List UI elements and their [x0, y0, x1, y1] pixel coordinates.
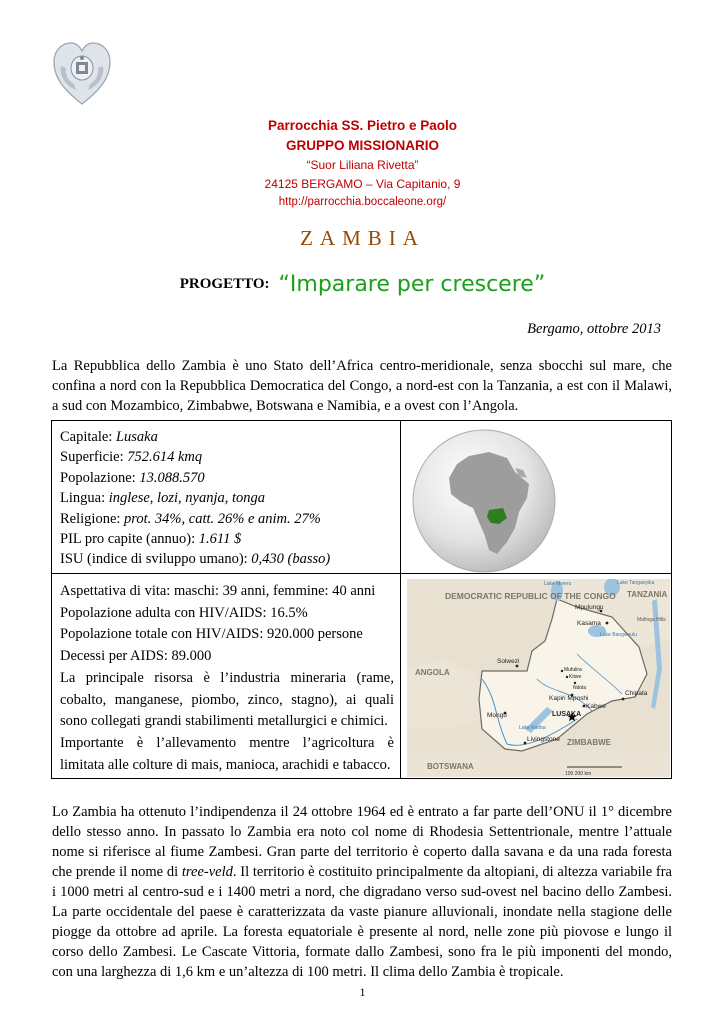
map-scale-label: 100 200 km: [565, 771, 592, 777]
page-number: 1: [359, 985, 366, 999]
fact-row: Lingua: inglese, lozi, nyanja, tonga: [60, 490, 265, 507]
map-city-mufulira: Mufulira: [564, 667, 582, 673]
group-dedication: “Suor Liliana Rivetta”: [306, 158, 419, 172]
table-divider-vertical: [400, 421, 401, 778]
stat-line: Aspettativa di vita: maschi: 39 anni, femmine: 40 anni: [60, 583, 376, 599]
table-divider-horizontal: [52, 573, 671, 574]
project-line: [0, 272, 725, 297]
parish-name: Parrocchia SS. Pietro e Paolo: [267, 118, 458, 133]
date-line: Bergamo, ottobre 2013: [527, 321, 661, 337]
fact-row: ISU (indice di sviluppo umano): 0,430 (basso): [60, 551, 331, 568]
map-city-kitwe: Kitwe: [569, 674, 582, 680]
fact-row: Religione: prot. 34%, catt. 26% e anim. 27%: [60, 510, 321, 527]
fact-row: Superficie: 752.614 kmq: [60, 449, 203, 466]
project-title: “Imparare per crescere”: [278, 272, 546, 297]
fact-list: [60, 427, 394, 570]
map-city-ndola: Ndola: [573, 685, 587, 691]
intro-paragraph: La Repubblica dello Zambia è uno Stato dell’Africa centro-meridionale, senza sbocchi sul mare, che confina a nord con la Repubblica Democratica del Congo, a nord-est con la Tanzania, a est con il Malawi, a sud con Mozambico, Zimbabwe, Botswana e Namibia, e a ovest con l’Angola.: [52, 358, 672, 414]
map-city-kapiri: Kapiri Mposhi: [549, 695, 589, 702]
map-label-drc: DEMOCRATIC REPUBLIC OF THE CONGO: [445, 591, 616, 601]
fact-row: Popolazione: 13.088.570: [60, 469, 205, 486]
map-label-hills: Mafinga Hills: [637, 617, 666, 623]
map-label-lake-mweru: Lake Mweru: [544, 581, 572, 587]
history-paragraph: Lo Zambia ha ottenuto l’indipendenza il 24 ottobre 1964 ed è entrato a far parte dell’ONU il 1° dicembre dello stesso anno. In passato lo Zambia era noto col nome di Rhodesia Settentrionale, mentre l’attuale nome si riferisce al fiume Zambesi. Gran parte del territorio è coperto dalla savana e da una rada foresta che prende il nome di tree-veld. Il territorio è costituito principalmente da altopiani, di altezza variabile fra i 1000 metri al centro-sud e i 1400 metri a nord, che digradano verso sud-ovest nel bacino dello Zambesi. La parte occidentale del paese è caratterizzata da vaste pianure alluvionali, inondate nella stagione delle piogge da ottobre ad aprile. La foresta equatoriale è presente al nord, nelle zone più piovose e lungo il corso dello Zambesi. Le Cascate Vittoria, formate dallo Zambesi, sono fra le più imponenti del mondo, con una larghezza di 1,6 km e un’altezza di 100 metri. Il clima dello Zambia è tropicale.: [52, 804, 672, 980]
globe-locator-map: [411, 428, 557, 574]
address: 24125 BERGAMO – Via Capitanio, 9: [264, 177, 461, 191]
facts-table: [51, 420, 672, 779]
agriculture-paragraph: Importante è l’allevamento mentre l’agricoltura è limitata alle colture di mais, manioca, arachidi e tabacco.: [60, 734, 394, 773]
map-city-solwezi: Solwezi: [497, 658, 520, 665]
map-city-lusaka: LUSAKA: [552, 711, 582, 718]
resources-paragraph: La principale risorsa è l’industria mineraria (rame, cobalto, manganese, piombo, zinco, stagno), ai quali sono collegati grandi stabilimenti metallurgici e chimici.: [60, 669, 394, 730]
map-city-mongu: Mongu: [487, 712, 507, 719]
map-label-lake-tanganyika: Lake Tanganyika: [617, 580, 655, 586]
fact-row: PIL pro capite (annuo): 1.611 $: [60, 531, 242, 548]
map-city-kasama: Kasama: [577, 620, 601, 627]
map-label-zimbabwe: ZIMBABWE: [567, 738, 611, 747]
map-city-kabwe: Kabwe: [586, 703, 606, 710]
map-label-angola: ANGOLA: [415, 668, 450, 677]
website-link[interactable]: http://parrocchia.boccaleone.org/: [278, 196, 447, 208]
map-label-lake-kariba: Lake Kariba: [519, 725, 546, 731]
map-city-livingstone: Livingstone: [527, 736, 560, 743]
fact-row: Capitale: Lusaka: [60, 429, 158, 445]
map-label-tanzania: TANZANIA: [627, 590, 668, 599]
map-city-mpulungu: Mpulungu: [575, 604, 604, 611]
map-label-botswana: BOTSWANA: [427, 762, 474, 771]
group-name: GRUPPO MISSIONARIO: [285, 138, 439, 153]
parish-logo-icon: [52, 40, 112, 108]
project-label: PROGETTO:: [179, 276, 270, 292]
zambia-map: [407, 579, 670, 777]
stat-line: Popolazione totale con HIV/AIDS: 920.000 persone: [60, 626, 363, 643]
stat-line: Decessi per AIDS: 89.000: [60, 648, 212, 665]
stats-block: [60, 581, 394, 776]
map-label-lake-bangweulu: Lake Bangweulu: [600, 632, 637, 638]
country-title: ZAMBIA: [300, 226, 425, 250]
stat-line: Popolazione adulta con HIV/AIDS: 16.5%: [60, 604, 308, 621]
map-city-chipata: Chipata: [625, 690, 648, 697]
